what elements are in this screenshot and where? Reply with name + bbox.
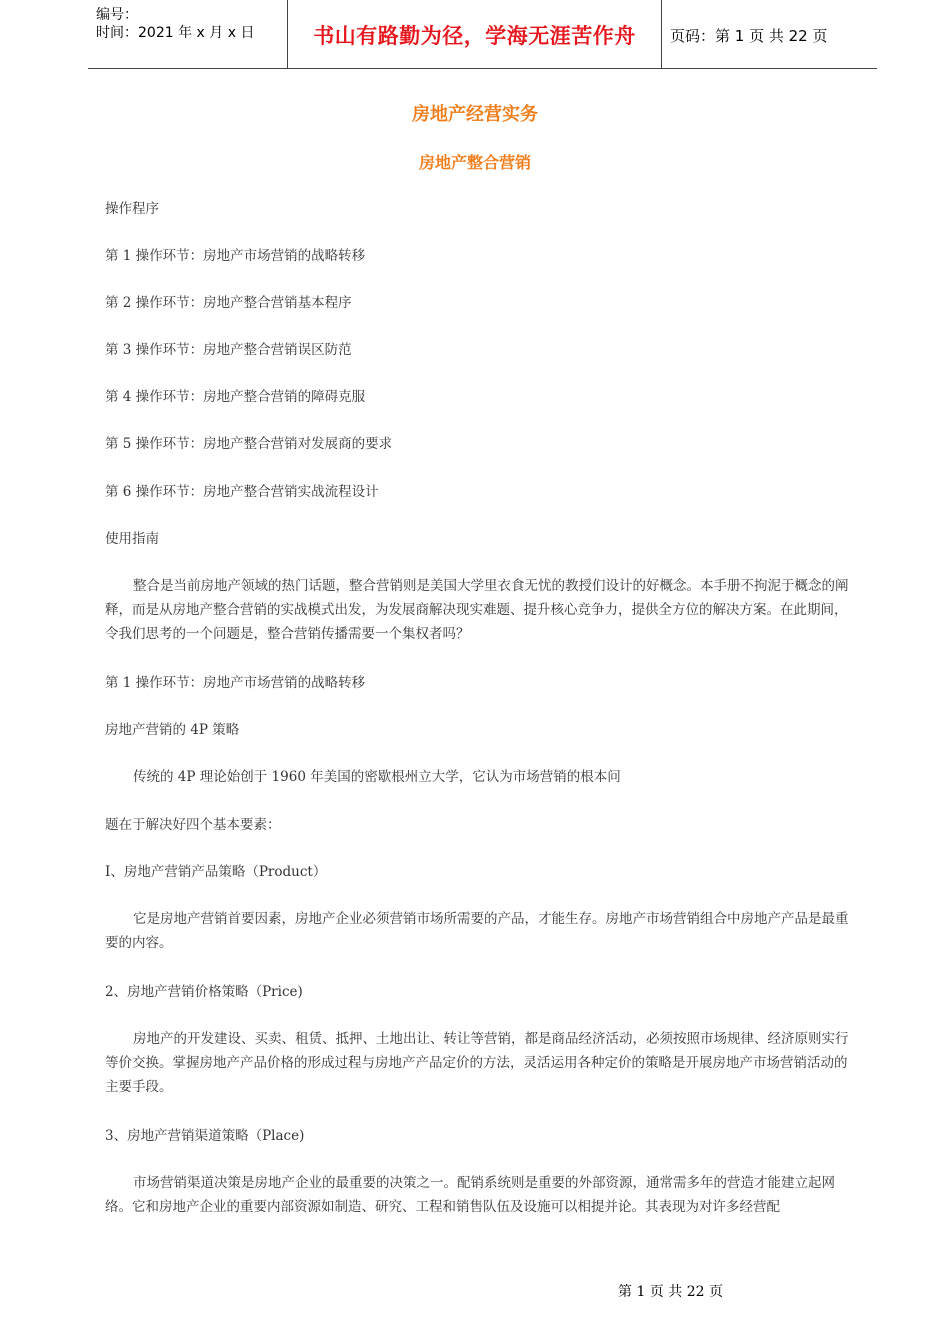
paragraph: 第 1 操作环节：房地产市场营销的战略转移: [105, 248, 366, 264]
paragraph: 市场营销渠道决策是房地产企业的最重要的决策之一。配销系统则是重要的外部资源，通常需多年的营造才能建立起网络。它和房地产企业的重要内部资源如制造、研究、工程和销售队伍及设施可以相提并论。其表现为对许多经营配: [105, 1175, 835, 1215]
header-motto: 书山有路勤为径，学海无涯苦作舟: [313, 24, 636, 48]
header-page-info: 页码：第 1 页 共 22 页: [670, 27, 828, 45]
paragraph: 传统的 4P 理论始创于 1960 年美国的密歇根州立大学，它认为市场营销的根本问: [133, 769, 621, 785]
document-subtitle: 房地产整合营销: [418, 153, 531, 172]
paragraph: 第 5 操作环节：房地产整合营销对发展商的要求: [105, 436, 393, 452]
paragraph: 2、房地产营销价格策略（Price): [105, 984, 303, 1000]
document-title: 房地产经营实务: [412, 104, 538, 125]
paragraph: 第 3 操作环节：房地产整合营销误区防范: [105, 342, 352, 358]
time-label: 时间：2021 年 x 月 x 日: [96, 25, 255, 41]
page-footer: 第 1 页 共 22 页: [618, 1284, 723, 1300]
paragraph: 房地产营销的 4P 策略: [105, 722, 240, 738]
paragraph: 第 4 操作环节：房地产整合营销的障碍克服: [105, 389, 366, 405]
paragraph: 它是房地产营销首要因素，房地产企业必须营销市场所需要的产品，才能生存。房地产市场营销组合中房地产产品是最重要的内容。: [105, 911, 849, 951]
paragraph: 使用指南: [105, 531, 159, 547]
paragraph: 整合是当前房地产领域的热门话题，整合营销则是美国大学里衣食无忧的教授们设计的好概念。本手册不拘泥于概念的阐释，而是从房地产整合营销的实战模式出发，为发展商解决现实难题、提升核心竞争力，提供全方位的解决方案。在此期间，令我们思考的一个问题是，整合营销传播需要一个集权者吗？: [105, 578, 849, 642]
header-right-cell: [662, 0, 877, 68]
paragraph: 第 1 操作环节：房地产市场营销的战略转移: [105, 675, 366, 691]
header-middle-cell: [288, 0, 662, 68]
paragraph: 第 6 操作环节：房地产整合营销实战流程设计: [105, 484, 379, 500]
serial-label: 编号：: [96, 7, 138, 23]
paragraph: 题在于解决好四个基本要素：: [105, 817, 281, 833]
paragraph: I、房地产营销产品策略（Product）: [105, 864, 327, 880]
header-left-cell: [88, 0, 288, 68]
page-header: [88, 0, 877, 69]
paragraph: 第 2 操作环节：房地产整合营销基本程序: [105, 295, 352, 311]
paragraph: 操作程序: [105, 201, 159, 217]
paragraph: 3、房地产营销渠道策略（Place): [105, 1128, 305, 1144]
paragraph: 房地产的开发建设、买卖、租赁、抵押、土地出让、转让等营销，都是商品经济活动，必须按照市场规律、经济原则实行等价交换。掌握房地产产品价格的形成过程与房地产产品定价的方法，灵活运用各种定价的策略是开展房地产市场营销活动的主要手段。: [105, 1031, 849, 1095]
